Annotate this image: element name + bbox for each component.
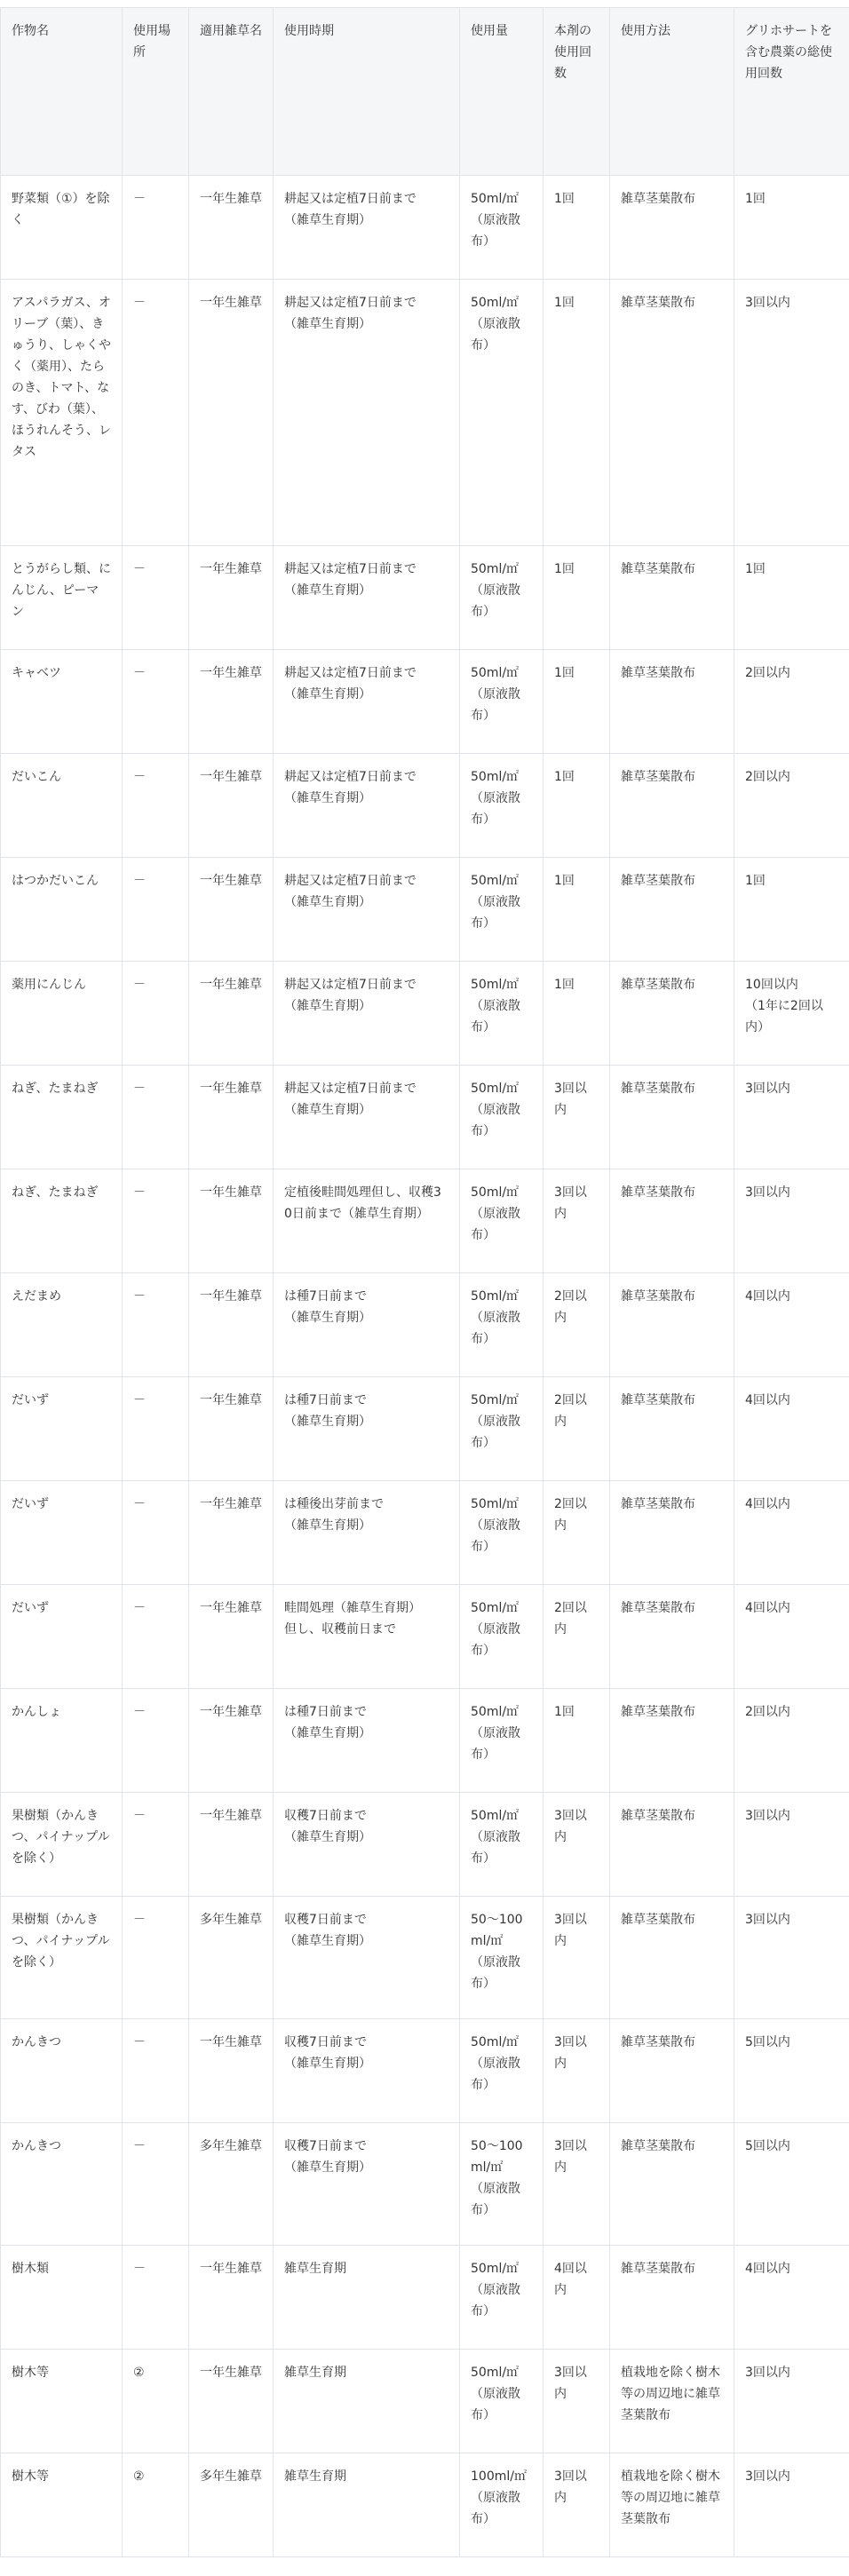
cell-timing: 収穫7日前まで （雑草生育期） [274,2123,460,2246]
cell-method: 雑草茎葉散布 [610,1585,734,1689]
cell-weed: 一年生雑草 [189,176,274,280]
table-row [1,2350,849,2453]
cell-amount: 50ml/㎡ （原液散布） [460,1793,544,1897]
cell-weed: 一年生雑草 [189,2019,274,2123]
cell-place: － [123,176,189,280]
cell-weed: 一年生雑草 [189,1273,274,1377]
usage-table [0,7,849,2557]
cell-crop: だいず [1,1377,123,1481]
cell-crop: ねぎ、たまねぎ [1,1066,123,1169]
cell-method: 雑草茎葉散布 [610,1897,734,2019]
cell-count: 3回以内 [544,1897,610,2019]
cell-crop: キャベツ [1,650,123,754]
cell-weed: 一年生雑草 [189,280,274,546]
table-row [1,1377,849,1481]
cell-count: 3回以内 [544,1793,610,1897]
table-row [1,1066,849,1169]
cell-method: 雑草茎葉散布 [610,1066,734,1169]
cell-timing: 雑草生育期 [274,2453,460,2557]
cell-amount: 50ml/㎡ （原液散布） [460,1481,544,1585]
cell-count: 2回以内 [544,1481,610,1585]
table-row [1,546,849,650]
cell-amount: 50ml/㎡ （原液散布） [460,1273,544,1377]
table-row [1,2123,849,2246]
cell-weed: 一年生雑草 [189,2350,274,2453]
cell-amount: 50ml/㎡ （原液散布） [460,858,544,962]
cell-crop: ねぎ、たまねぎ [1,1169,123,1273]
cell-place: － [123,1066,189,1169]
cell-method: 雑草茎葉散布 [610,650,734,754]
cell-count: 3回以内 [544,2019,610,2123]
cell-weed: 一年生雑草 [189,858,274,962]
cell-place: － [123,1169,189,1273]
cell-total-count: 4回以内 [734,1273,849,1377]
header-count: 本剤の使用回数 [544,8,610,176]
cell-count: 4回以内 [544,2246,610,2350]
cell-weed: 一年生雑草 [189,1689,274,1793]
cell-total-count: 3回以内 [734,1793,849,1897]
cell-count: 3回以内 [544,1169,610,1273]
cell-weed: 一年生雑草 [189,1377,274,1481]
cell-method: 雑草茎葉散布 [610,546,734,650]
cell-timing: 雑草生育期 [274,2246,460,2350]
cell-count: 1回 [544,650,610,754]
cell-amount: 50ml/㎡ （原液散布） [460,1066,544,1169]
cell-total-count: 3回以内 [734,2350,849,2453]
cell-method: 雑草茎葉散布 [610,858,734,962]
cell-total-count: 3回以内 [734,1066,849,1169]
cell-count: 2回以内 [544,1273,610,1377]
cell-crop: 果樹類（かんきつ、パイナップルを除く） [1,1897,123,2019]
cell-crop: 果樹類（かんきつ、パイナップルを除く） [1,1793,123,1897]
header-amount: 使用量 [460,8,544,176]
table-row [1,858,849,962]
cell-total-count: 1回 [734,176,849,280]
cell-place: － [123,1273,189,1377]
cell-timing: 耕起又は定植7日前まで （雑草生育期） [274,650,460,754]
cell-method: 雑草茎葉散布 [610,2019,734,2123]
table-row [1,1585,849,1689]
cell-total-count: 3回以内 [734,1897,849,2019]
table-row [1,1273,849,1377]
cell-amount: 50ml/㎡ （原液散布） [460,754,544,858]
table-row [1,2246,849,2350]
cell-weed: 多年生雑草 [189,2123,274,2246]
table-row [1,1689,849,1793]
table-row [1,280,849,546]
header-crop: 作物名 [1,8,123,176]
table-row [1,650,849,754]
cell-method: 雑草茎葉散布 [610,1793,734,1897]
header-total-count: グリホサートを含む農薬の総使用回数 [734,8,849,176]
header-method: 使用方法 [610,8,734,176]
cell-count: 1回 [544,546,610,650]
cell-place: － [123,546,189,650]
header-weed: 適用雑草名 [189,8,274,176]
cell-amount: 50ml/㎡ （原液散布） [460,2246,544,2350]
header-timing: 使用時期 [274,8,460,176]
table-header-row [1,8,849,176]
cell-timing: 収穫7日前まで （雑草生育期） [274,2019,460,2123]
cell-timing: 耕起又は定植7日前まで （雑草生育期） [274,280,460,546]
cell-amount: 50ml/㎡ （原液散布） [460,280,544,546]
cell-timing: 収穫7日前まで （雑草生育期） [274,1793,460,1897]
cell-place: － [123,1793,189,1897]
cell-timing: は種後出芽前まで （雑草生育期） [274,1481,460,1585]
cell-amount: 50ml/㎡ （原液散布） [460,176,544,280]
cell-crop: かんしょ [1,1689,123,1793]
cell-crop: かんきつ [1,2123,123,2246]
cell-method: 雑草茎葉散布 [610,1273,734,1377]
cell-count: 1回 [544,858,610,962]
cell-count: 3回以内 [544,2453,610,2557]
table-row [1,1793,849,1897]
cell-weed: 一年生雑草 [189,1169,274,1273]
cell-place: － [123,1377,189,1481]
cell-total-count: 1回 [734,858,849,962]
cell-timing: 雑草生育期 [274,2350,460,2453]
cell-total-count: 4回以内 [734,1481,849,1585]
cell-total-count: 2回以内 [734,754,849,858]
cell-timing: 畦間処理（雑草生育期） 但し、収穫前日まで [274,1585,460,1689]
cell-total-count: 3回以内 [734,280,849,546]
cell-count: 3回以内 [544,1066,610,1169]
cell-crop: 野菜類（①）を除く [1,176,123,280]
cell-place: － [123,962,189,1066]
cell-crop: だいこん [1,754,123,858]
cell-crop: だいず [1,1481,123,1585]
cell-total-count: 1回 [734,546,849,650]
cell-place: － [123,1897,189,2019]
cell-timing: 耕起又は定植7日前まで （雑草生育期） [274,546,460,650]
cell-crop: かんきつ [1,2019,123,2123]
cell-crop: 樹木等 [1,2350,123,2453]
cell-count: 2回以内 [544,1585,610,1689]
cell-count: 1回 [544,280,610,546]
cell-weed: 一年生雑草 [189,962,274,1066]
cell-amount: 50～100ml/㎡ （原液散布） [460,1897,544,2019]
cell-total-count: 10回以内 （1年に2回以内） [734,962,849,1066]
cell-timing: 耕起又は定植7日前まで （雑草生育期） [274,858,460,962]
cell-weed: 多年生雑草 [189,1897,274,2019]
cell-method: 植栽地を除く樹木等の周辺地に雑草茎葉散布 [610,2350,734,2453]
cell-weed: 一年生雑草 [189,2246,274,2350]
cell-place: － [123,1585,189,1689]
cell-place: － [123,754,189,858]
cell-total-count: 4回以内 [734,2246,849,2350]
cell-total-count: 2回以内 [734,1689,849,1793]
table-row [1,1169,849,1273]
cell-timing: 耕起又は定植7日前まで （雑草生育期） [274,962,460,1066]
cell-timing: 耕起又は定植7日前まで （雑草生育期） [274,1066,460,1169]
cell-method: 雑草茎葉散布 [610,1689,734,1793]
cell-weed: 一年生雑草 [189,1585,274,1689]
cell-amount: 50ml/㎡ （原液散布） [460,650,544,754]
cell-count: 3回以内 [544,2123,610,2246]
cell-timing: 定植後畦間処理但し、収穫30日前まで（雑草生育期） [274,1169,460,1273]
cell-amount: 100ml/㎡ （原液散布） [460,2453,544,2557]
cell-crop: だいず [1,1585,123,1689]
cell-method: 雑草茎葉散布 [610,1481,734,1585]
cell-weed: 一年生雑草 [189,1481,274,1585]
header-place: 使用場所 [123,8,189,176]
cell-place: － [123,1481,189,1585]
cell-place: ② [123,2350,189,2453]
cell-amount: 50ml/㎡ （原液散布） [460,1689,544,1793]
table-row [1,962,849,1066]
cell-weed: 一年生雑草 [189,650,274,754]
table-row [1,1481,849,1585]
cell-total-count: 3回以内 [734,1169,849,1273]
cell-weed: 一年生雑草 [189,1066,274,1169]
cell-total-count: 5回以内 [734,2123,849,2246]
cell-method: 雑草茎葉散布 [610,962,734,1066]
cell-method: 雑草茎葉散布 [610,2246,734,2350]
cell-method: 植栽地を除く樹木等の周辺地に雑草茎葉散布 [610,2453,734,2557]
cell-timing: は種7日前まで （雑草生育期） [274,1377,460,1481]
cell-total-count: 3回以内 [734,2453,849,2557]
table-row [1,1897,849,2019]
cell-crop: 樹木等 [1,2453,123,2557]
cell-count: 1回 [544,962,610,1066]
cell-count: 1回 [544,754,610,858]
cell-place: － [123,858,189,962]
cell-weed: 一年生雑草 [189,1793,274,1897]
cell-count: 1回 [544,1689,610,1793]
cell-total-count: 5回以内 [734,2019,849,2123]
cell-weed: 一年生雑草 [189,754,274,858]
table-row [1,176,849,280]
table-row [1,2019,849,2123]
cell-method: 雑草茎葉散布 [610,2123,734,2246]
cell-weed: 多年生雑草 [189,2453,274,2557]
cell-amount: 50～100ml/㎡ （原液散布） [460,2123,544,2246]
cell-crop: とうがらし類、にんじん、ピーマン [1,546,123,650]
cell-place: － [123,1689,189,1793]
cell-amount: 50ml/㎡ （原液散布） [460,546,544,650]
cell-crop: はつかだいこん [1,858,123,962]
table-row [1,754,849,858]
cell-method: 雑草茎葉散布 [610,176,734,280]
cell-method: 雑草茎葉散布 [610,1169,734,1273]
cell-total-count: 4回以内 [734,1585,849,1689]
cell-count: 1回 [544,176,610,280]
cell-amount: 50ml/㎡ （原液散布） [460,2350,544,2453]
cell-timing: 収穫7日前まで （雑草生育期） [274,1897,460,2019]
cell-place: － [123,2246,189,2350]
cell-timing: は種7日前まで （雑草生育期） [274,1273,460,1377]
cell-amount: 50ml/㎡ （原液散布） [460,2019,544,2123]
cell-total-count: 4回以内 [734,1377,849,1481]
cell-amount: 50ml/㎡ （原液散布） [460,1377,544,1481]
cell-timing: 耕起又は定植7日前まで （雑草生育期） [274,754,460,858]
table-row [1,2453,849,2557]
cell-total-count: 2回以内 [734,650,849,754]
cell-crop: えだまめ [1,1273,123,1377]
cell-place: － [123,2019,189,2123]
cell-method: 雑草茎葉散布 [610,280,734,546]
cell-crop: 樹木類 [1,2246,123,2350]
cell-place: － [123,2123,189,2246]
cell-place: ② [123,2453,189,2557]
cell-count: 2回以内 [544,1377,610,1481]
cell-timing: 耕起又は定植7日前まで （雑草生育期） [274,176,460,280]
cell-timing: は種7日前まで （雑草生育期） [274,1689,460,1793]
cell-amount: 50ml/㎡ （原液散布） [460,962,544,1066]
cell-amount: 50ml/㎡ （原液散布） [460,1585,544,1689]
cell-weed: 一年生雑草 [189,546,274,650]
cell-amount: 50ml/㎡ （原液散布） [460,1169,544,1273]
cell-crop: 薬用にんじん [1,962,123,1066]
cell-place: － [123,280,189,546]
cell-crop: アスパラガス、オリーブ（葉）、きゅうり、しゃくやく（薬用）、たらのき、トマト、なす、びわ（葉）、ほうれんそう、レタス [1,280,123,546]
cell-place: － [123,650,189,754]
cell-method: 雑草茎葉散布 [610,1377,734,1481]
cell-method: 雑草茎葉散布 [610,754,734,858]
cell-count: 3回以内 [544,2350,610,2453]
